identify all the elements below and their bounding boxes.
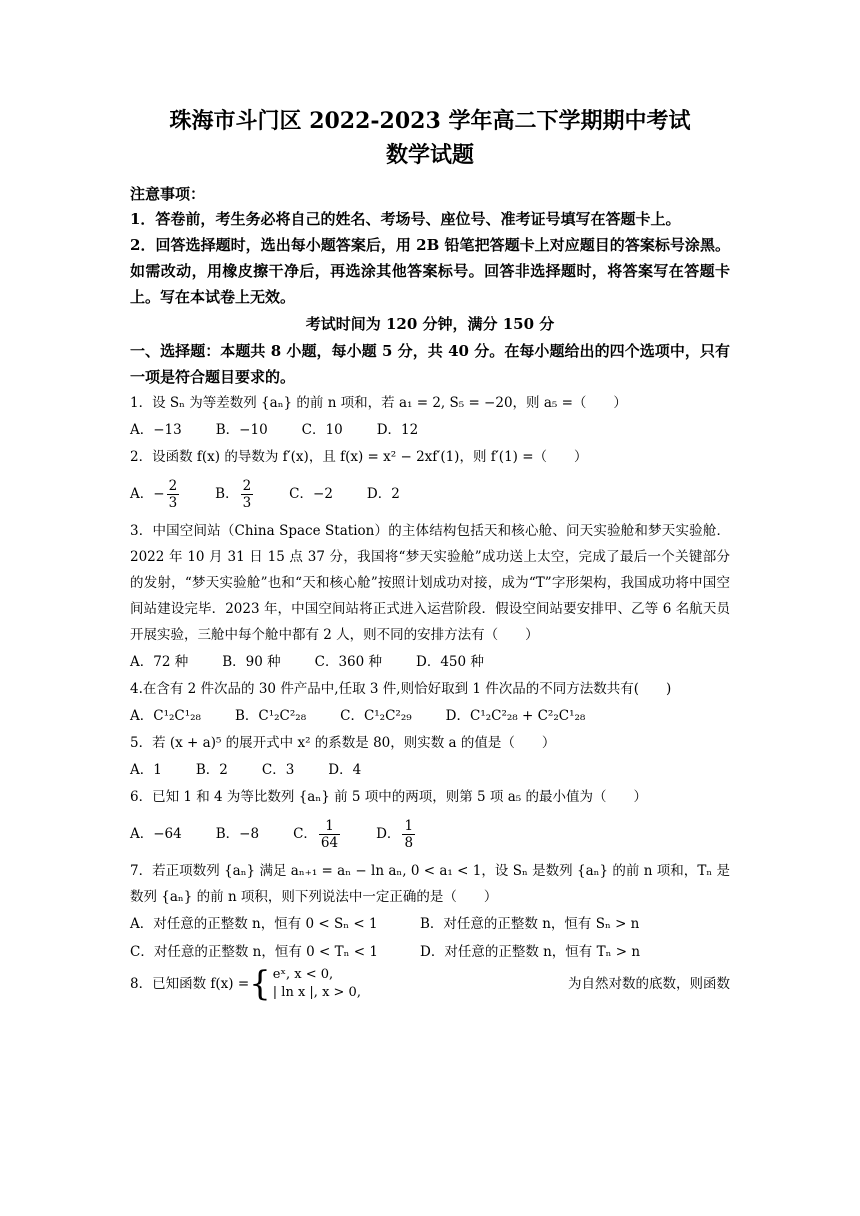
q2-option-a-num: 2: [168, 478, 178, 494]
q4-option-c: C．C¹₂C²₂₉: [340, 708, 412, 724]
question-7-options: [130, 910, 730, 966]
q2-option-b-num: 2: [242, 478, 252, 494]
q6-option-d-fraction: [402, 818, 415, 851]
exam-title: 珠海市斗门区 2022-2023 学年高二下学期期中考试: [169, 108, 691, 134]
exam-page: [130, 100, 730, 1002]
exam-time-info: 考试时间为 120 分钟，满分 150 分: [305, 315, 555, 333]
q3-option-b: B．90 种: [222, 654, 281, 670]
q6-option-c-den: 64: [320, 835, 339, 851]
exam-subtitle: 数学试题: [385, 142, 474, 168]
q5-option-d: D．4: [328, 762, 362, 778]
q6-option-c-num: 1: [319, 818, 340, 835]
q7-option-c: C．对任意的正整数 n，恒有 0 < Tₙ < 1: [130, 944, 378, 960]
q6-option-c: [293, 810, 342, 858]
q7-option-d: D．对任意的正整数 n，恒有 Tₙ > n: [420, 944, 641, 960]
q6-option-c-fraction: [319, 818, 340, 851]
q8-prefix: 8．已知函数 f(x) =: [130, 976, 250, 992]
question-4-options: [130, 702, 730, 730]
q1-option-a: A．−13: [130, 422, 182, 438]
question-3-stem: 3．中国空间站（China Space Station）的主体结构包括天和核心舱、问天实验舱和梦天实验舱．2022 年 10 月 31 日 15 点 37 分，我国将“梦天实验舱”成功送上太空，完成了最后一个关键部分的发射，“梦天实验舱”也和“天和核心舱”按照计划成功对接，成为“T”字形架构，我国成功将中国空间站建设完毕．2023 年，中国空间站将正式进入运营阶段．假设空间站要安排甲、乙等 6 名航天员开展实验，三舱中每个舱中都有 2 人，则不同的安排方法有（ ）: [130, 523, 730, 643]
q6-option-d-num: 1: [404, 818, 414, 834]
q8-function-definition: [130, 966, 361, 1002]
q2-option-a-label: A．−: [130, 486, 165, 502]
q2-option-a-fraction: [167, 478, 180, 511]
q3-option-d: D．450 种: [416, 654, 484, 670]
q1-option-b: B．−10: [215, 422, 268, 438]
question-2-stem: 2．设函数 f(x) 的导数为 f′(x)，且 f(x) = x² − 2xf′(1)，则 f′(1) =（ ）: [130, 449, 588, 465]
q8-case-2: | ln x |, x > 0,: [272, 985, 361, 1000]
section-heading: 一、选择题：本题共 8 小题，每小题 5 分，共 40 分。在每小题给出的四个选项中，只有一项是符合题目要求的。: [130, 342, 730, 386]
question-6-stem: 6．已知 1 和 4 为等比数列 {aₙ} 前 5 项中的两项，则第 5 项 a₅ 的最小值为（ ）: [130, 789, 647, 805]
q6-option-c-label: C．: [293, 826, 317, 842]
q8-case-1: eˣ, x < 0,: [272, 967, 334, 982]
q1-option-c: C．10: [301, 422, 343, 438]
question-5-stem: 5．若 (x + a)⁵ 的展开式中 x² 的系数是 80，则实数 a 的值是（ ）: [130, 735, 556, 751]
q5-option-a: A．1: [130, 762, 162, 778]
notice-item-1: 1．答卷前，考生务必将自己的姓名、考场号、座位号、准考证号填写在答题卡上。: [130, 210, 681, 228]
q8-brace: {: [249, 964, 271, 1004]
q5-option-c: C．3: [261, 762, 295, 778]
question-8-stem: [130, 966, 730, 1002]
q3-option-a: A．72 种: [130, 654, 189, 670]
question-6-options: [130, 810, 730, 858]
question-5-options: [130, 756, 730, 784]
q2-option-d: D．2: [366, 486, 400, 502]
q6-option-a: A．−64: [130, 826, 182, 842]
question-2-options: [130, 470, 730, 518]
q5-option-b: B．2: [195, 762, 228, 778]
q4-option-d: D．C¹₂C²₂₈ + C²₂C¹₂₈: [445, 708, 586, 724]
q6-option-d-label: D．: [376, 826, 401, 842]
q2-option-a: [130, 470, 181, 518]
q2-option-b-den: 3: [242, 495, 252, 511]
question-1-options: [130, 416, 730, 444]
q2-option-b-label: B．: [215, 486, 239, 502]
q4-option-a: A．C¹₂C¹₂₈: [130, 708, 201, 724]
q6-option-d: [376, 810, 417, 858]
q6-option-d-den: 8: [404, 835, 414, 851]
q1-option-d: D．12: [376, 422, 419, 438]
q7-option-a: A．对任意的正整数 n，恒有 0 < Sₙ < 1: [130, 916, 378, 932]
q2-option-a-den: 3: [168, 495, 178, 511]
q8-suffix: 为自然对数的底数，则函数: [568, 976, 730, 992]
q7-option-b: B．对任意的正整数 n，恒有 Sₙ > n: [420, 916, 640, 932]
question-4-stem: 4.在含有 2 件次品的 30 件产品中,任取 3 件,则恰好取到 1 件次品的不同方法数共有( ): [130, 681, 672, 697]
notice-heading: 注意事项：: [130, 185, 206, 203]
question-7-stem: 7．若正项数列 {aₙ} 满足 aₙ₊₁ = aₙ − ln aₙ, 0 < a₁ < 1，设 Sₙ 是数列 {aₙ} 的前 n 项和，Tₙ 是数列 {aₙ} 的前 n 项积，则下列说法中一定正确的是（ ）: [130, 863, 730, 905]
q2-option-b: [215, 470, 255, 518]
q6-option-b: B．−8: [215, 826, 260, 842]
question-1-stem: 1．设 Sₙ 为等差数列 {aₙ} 的前 n 项和，若 a₁ = 2, S₅ = −20，则 a₅ =（ ）: [130, 395, 627, 411]
q3-option-c: C．360 种: [314, 654, 382, 670]
question-3-options: [130, 648, 730, 676]
q2-option-c: C．−2: [289, 486, 333, 502]
q2-option-b-fraction: [241, 478, 254, 511]
notice-item-2: 2．回答选择题时，选出每小题答案后，用 2B 铅笔把答题卡上对应题目的答案标号涂黑。如需改动，用橡皮擦干净后，再选涂其他答案标号。回答非选择题时，将答案写在答题卡上。写在本试卷上无效。: [130, 236, 730, 306]
q4-option-b: B．C¹₂C²₂₈: [234, 708, 307, 724]
q8-cases: [273, 966, 361, 1002]
